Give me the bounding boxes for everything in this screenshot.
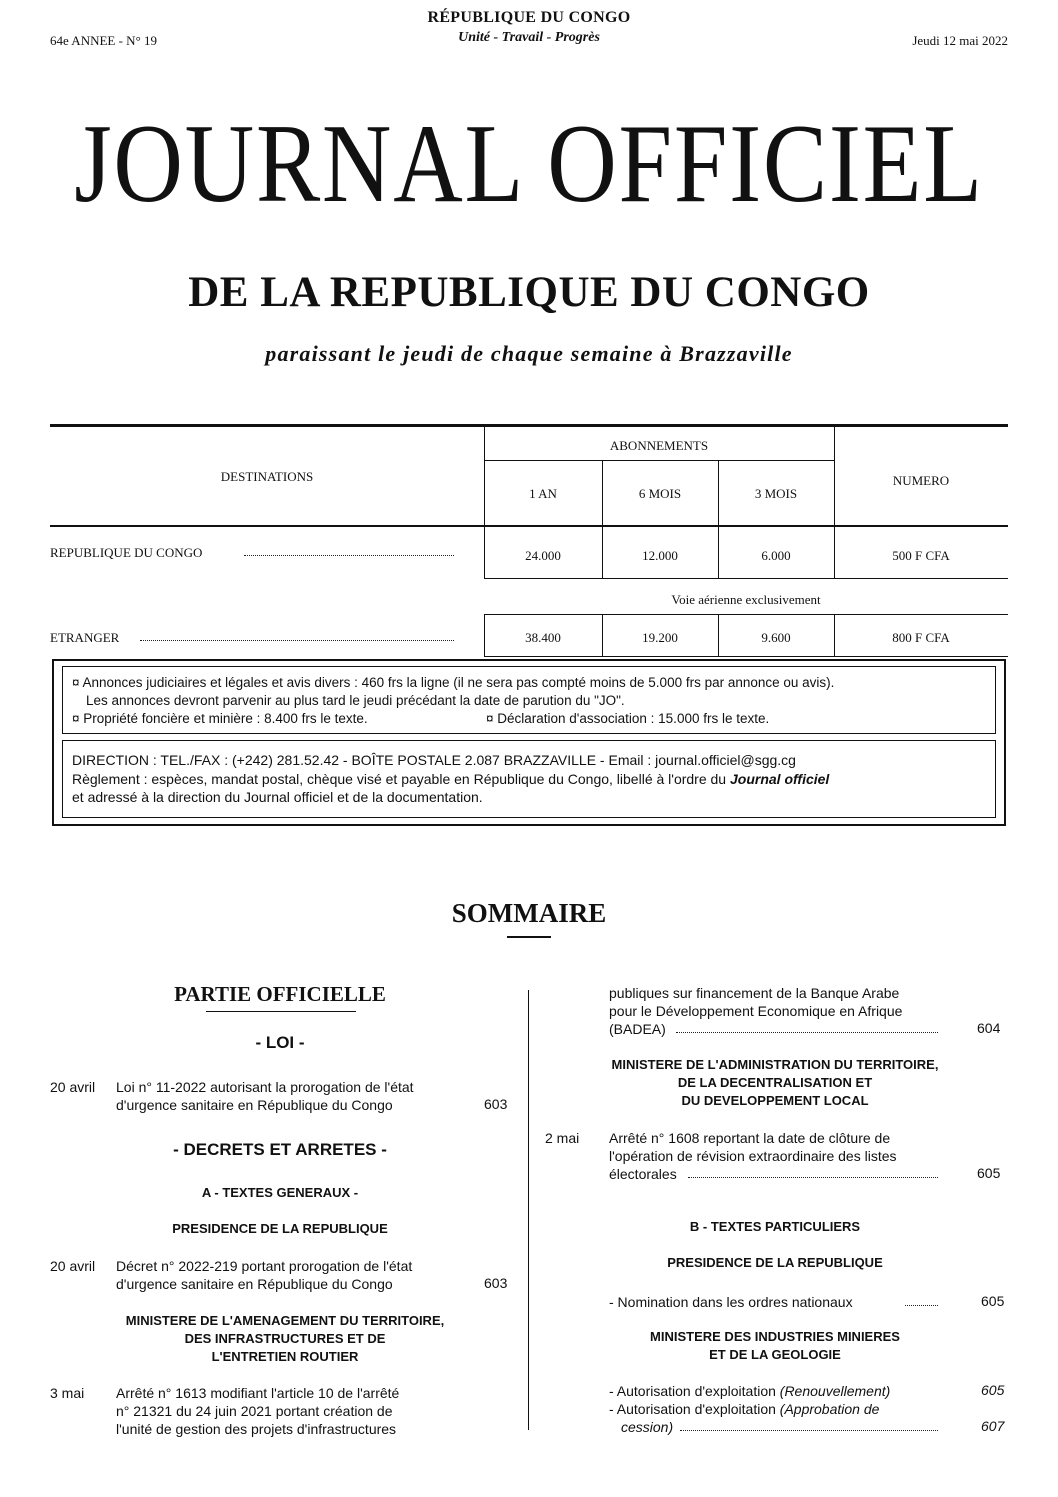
partie-officielle-heading: PARTIE OFFICIELLE	[174, 982, 386, 1006]
toc-entry-text: d'urgence sanitaire en République du Congo	[116, 1276, 393, 1292]
etranger-6mois: 19.200	[642, 630, 678, 645]
ministere-industries-heading: ET DE LA GEOLOGIE	[709, 1347, 841, 1362]
table-header-rule	[50, 525, 1008, 527]
voie-aerienne-note: Voie aérienne exclusivement	[671, 592, 821, 607]
toc-entry-text: n° 21321 du 24 juin 2021 portant création de	[116, 1403, 393, 1419]
congo-numero: 500 F CFA	[892, 548, 950, 563]
ministere-amenagement-heading: L'ENTRETIEN ROUTIER	[211, 1349, 359, 1364]
leader-dots	[244, 555, 454, 556]
congo-3mois: 6.000	[761, 548, 791, 563]
row-label-congo: REPUBLIQUE DU CONGO	[50, 545, 203, 560]
col-header-destinations: DESTINATIONS	[220, 469, 314, 484]
toc-entry-label: - Autorisation d'exploitation	[609, 1383, 780, 1399]
congo-6mois: 12.000	[642, 548, 678, 563]
col-header-3mois: 3 MOIS	[754, 486, 798, 501]
toc-page-number[interactable]: 607	[981, 1418, 1005, 1434]
etranger-3mois: 9.600	[761, 630, 791, 645]
congo-1an: 24.000	[525, 548, 561, 563]
toc-entry-emphasis: (Approbation de	[779, 1401, 880, 1417]
leader-dots	[140, 640, 454, 641]
toc-date: 2 mai	[545, 1130, 580, 1146]
table-top-rule	[50, 424, 1008, 427]
journal-title: JOURNAL OFFICIEL	[74, 102, 984, 226]
toc-entry-text: pour le Développement Economique en Afrique	[609, 1003, 903, 1019]
toc-entry-text: l'opération de révision extraordinaire des listes	[609, 1148, 897, 1164]
annonces-line1: ¤ Annonces judiciaires et légales et avis divers : 460 frs la ligne (il ne sera pas compté moins de 5.000 frs par annonce ou avis).	[72, 675, 835, 690]
col-header-1an: 1 AN	[529, 486, 557, 501]
presidence-heading: PRESIDENCE DE LA REPUBLIQUE	[667, 1255, 883, 1270]
voie-rule	[484, 614, 1008, 615]
toc-entry-text: Loi n° 11-2022 autorisant la prorogation de l'état	[116, 1079, 414, 1095]
toc-page-number[interactable]: 605	[977, 1165, 1001, 1181]
journal-subtitle: DE LA REPUBLIQUE DU CONGO	[188, 269, 870, 316]
toc-entry-text: Décret n° 2022-219 portant prorogation de l'état	[116, 1258, 413, 1274]
ministere-administration-heading: MINISTERE DE L'ADMINISTRATION DU TERRITOIRE,	[611, 1057, 939, 1072]
toc-page-number[interactable]: 603	[484, 1275, 508, 1291]
republic-heading: RÉPUBLIQUE DU CONGO	[427, 9, 631, 26]
etranger-numero: 800 F CFA	[892, 630, 950, 645]
presidence-heading: PRESIDENCE DE LA REPUBLIQUE	[172, 1221, 388, 1236]
toc-entry-text: l'unité de gestion des projets d'infrastructures	[116, 1421, 397, 1437]
reglement-text: Règlement : espèces, mandat postal, chèque visé et payable en République du Congo, libellé à l'ordre du	[72, 771, 730, 787]
journal-tagline: paraissant le jeudi de chaque semaine à Brazzaville	[265, 341, 793, 366]
leader-dots	[680, 1430, 938, 1431]
sommaire-title: SOMMAIRE	[451, 898, 607, 928]
partie-underline	[206, 1011, 356, 1012]
declaration-association: ¤ Déclaration d'association : 15.000 frs le texte.	[486, 711, 770, 726]
propriete-fonciere: ¤ Propriété foncière et minière : 8.400 frs le texte.	[72, 711, 368, 726]
toc-page-number[interactable]: 605	[981, 1293, 1005, 1309]
leader-dots	[676, 1032, 938, 1033]
row-label-etranger: ETRANGER	[50, 630, 120, 645]
toc-entry-text: Arrêté n° 1608 reportant la date de clôture de	[609, 1130, 891, 1146]
textes-particuliers-heading: B - TEXTES PARTICULIERS	[689, 1219, 861, 1234]
decrets-heading: - DECRETS ET ARRETES -	[173, 1140, 387, 1159]
toc-entry-text: - Nomination dans les ordres nationaux	[609, 1294, 853, 1310]
toc-entry-text	[609, 1382, 890, 1400]
ministere-industries-heading: MINISTERE DES INDUSTRIES MINIERES	[650, 1329, 900, 1344]
row1-rule	[484, 578, 1008, 579]
toc-page-number[interactable]: 605	[981, 1382, 1005, 1398]
loi-heading: - LOI -	[255, 1033, 305, 1052]
direction-contact: DIRECTION : TEL./FAX : (+242) 281.52.42 - BOÎTE POSTALE 2.087 BRAZZAVILLE - Email : journal.officiel@sgg.cg	[72, 752, 796, 768]
toc-page-number[interactable]: 604	[977, 1020, 1001, 1036]
col-header-abonnements: ABONNEMENTS	[609, 438, 709, 453]
toc-entry-text	[609, 1400, 879, 1418]
toc-entry-emphasis: cession)	[621, 1419, 674, 1435]
issue-number: 64e ANNEE - N° 19	[50, 33, 158, 48]
sommaire-underline	[507, 936, 551, 938]
annonces-line2: Les annonces devront parvenir au plus tard le jeudi précédant la date de parution du "JO".	[86, 693, 625, 708]
toc-entry-emphasis: (Renouvellement)	[779, 1383, 891, 1399]
abonnements-rule	[484, 460, 834, 461]
col-header-6mois: 6 MOIS	[638, 486, 682, 501]
toc-date: 20 avril	[50, 1258, 96, 1274]
issue-date: Jeudi 12 mai 2022	[912, 33, 1008, 48]
toc-entry-text: Arrêté n° 1613 modifiant l'article 10 de l'arrêté	[116, 1385, 400, 1401]
ministere-amenagement-heading: MINISTERE DE L'AMENAGEMENT DU TERRITOIRE,	[125, 1313, 445, 1328]
toc-page-number[interactable]: 603	[484, 1096, 508, 1112]
leader-dots	[688, 1177, 938, 1178]
reglement-line	[72, 770, 829, 788]
ministere-administration-heading: DU DEVELOPPEMENT LOCAL	[681, 1093, 869, 1108]
etranger-1an: 38.400	[525, 630, 561, 645]
table-bottom-rule	[484, 656, 1008, 657]
journal-officiel-emphasis: Journal officiel	[730, 771, 830, 787]
toc-date: 20 avril	[50, 1079, 96, 1095]
leader-dots	[905, 1305, 938, 1306]
toc-entry-text: publiques sur financement de la Banque Arabe	[609, 985, 900, 1001]
column-divider	[528, 990, 529, 1430]
col-header-numero: NUMERO	[892, 473, 950, 488]
toc-date: 3 mai	[50, 1385, 85, 1401]
reglement-line3: et adressé à la direction du Journal officiel et de la documentation.	[72, 789, 483, 805]
ministere-administration-heading: DE LA DECENTRALISATION ET	[677, 1075, 873, 1090]
textes-generaux-heading: A - TEXTES GENERAUX -	[201, 1185, 359, 1200]
toc-entry-text: (BADEA)	[609, 1021, 666, 1037]
ministere-amenagement-heading: DES INFRASTRUCTURES ET DE	[184, 1331, 386, 1346]
toc-entry-label: - Autorisation d'exploitation	[609, 1401, 780, 1417]
toc-entry-text: d'urgence sanitaire en République du Congo	[116, 1097, 393, 1113]
toc-entry-text: électorales	[609, 1166, 677, 1182]
national-motto: Unité - Travail - Progrès	[458, 30, 600, 45]
